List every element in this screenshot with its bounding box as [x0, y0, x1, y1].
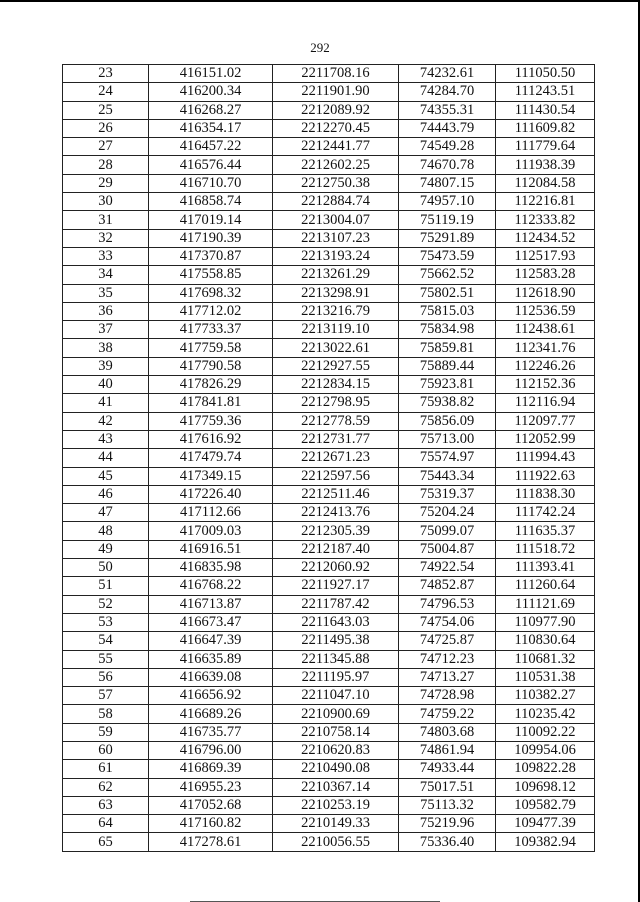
cell-coord-d: 110830.64	[496, 632, 595, 650]
cell-coord-a: 417278.61	[149, 833, 273, 851]
cell-coord-b: 2212305.39	[273, 522, 399, 540]
cell-point-number: 27	[63, 138, 149, 156]
cell-coord-c: 74803.68	[399, 723, 496, 741]
cell-coord-b: 2210620.83	[273, 741, 399, 759]
cell-point-number: 54	[63, 632, 149, 650]
table-row	[63, 83, 595, 101]
cell-coord-d: 112333.82	[496, 211, 595, 229]
table-row	[63, 467, 595, 485]
cell-coord-a: 417733.37	[149, 321, 273, 339]
cell-coord-a: 417226.40	[149, 485, 273, 503]
cell-coord-c: 74712.23	[399, 650, 496, 668]
cell-coord-b: 2212441.77	[273, 138, 399, 156]
table-row	[63, 174, 595, 192]
cell-point-number: 37	[63, 321, 149, 339]
cell-coord-c: 75291.89	[399, 229, 496, 247]
cell-coord-d: 111430.54	[496, 101, 595, 119]
cell-point-number: 46	[63, 485, 149, 503]
cell-coord-b: 2211708.16	[273, 65, 399, 83]
cell-coord-d: 112618.90	[496, 284, 595, 302]
cell-point-number: 60	[63, 741, 149, 759]
cell-coord-c: 74957.10	[399, 193, 496, 211]
table-row	[63, 632, 595, 650]
cell-coord-c: 75004.87	[399, 540, 496, 558]
cell-coord-b: 2212927.55	[273, 357, 399, 375]
table-row	[63, 376, 595, 394]
cell-point-number: 53	[63, 613, 149, 631]
table-row	[63, 705, 595, 723]
cell-coord-d: 109582.79	[496, 796, 595, 814]
cell-coord-b: 2211643.03	[273, 613, 399, 631]
cell-coord-b: 2212060.92	[273, 559, 399, 577]
cell-point-number: 52	[63, 595, 149, 613]
table-row	[63, 833, 595, 851]
cell-coord-d: 112116.94	[496, 394, 595, 412]
cell-coord-a: 417841.81	[149, 394, 273, 412]
cell-coord-d: 111779.64	[496, 138, 595, 156]
cell-coord-d: 109382.94	[496, 833, 595, 851]
cell-coord-c: 74443.79	[399, 119, 496, 137]
cell-coord-b: 2212413.76	[273, 504, 399, 522]
cell-point-number: 58	[63, 705, 149, 723]
cell-coord-b: 2210900.69	[273, 705, 399, 723]
cell-coord-c: 75574.97	[399, 449, 496, 467]
cell-coord-a: 417160.82	[149, 815, 273, 833]
cell-coord-d: 111260.64	[496, 577, 595, 595]
cell-coord-a: 416647.39	[149, 632, 273, 650]
cell-coord-c: 75662.52	[399, 266, 496, 284]
table-row	[63, 650, 595, 668]
cell-point-number: 36	[63, 302, 149, 320]
cell-coord-b: 2210056.55	[273, 833, 399, 851]
cell-coord-b: 2212778.59	[273, 412, 399, 430]
table-row	[63, 412, 595, 430]
cell-coord-c: 74549.28	[399, 138, 496, 156]
cell-coord-c: 75336.40	[399, 833, 496, 851]
cell-coord-d: 110382.27	[496, 687, 595, 705]
cell-coord-c: 75815.03	[399, 302, 496, 320]
cell-coord-d: 112583.28	[496, 266, 595, 284]
cell-point-number: 62	[63, 778, 149, 796]
cell-coord-b: 2210149.33	[273, 815, 399, 833]
cell-coord-b: 2213216.79	[273, 302, 399, 320]
table-row	[63, 613, 595, 631]
cell-coord-b: 2212731.77	[273, 430, 399, 448]
cell-coord-a: 416796.00	[149, 741, 273, 759]
cell-coord-a: 417190.39	[149, 229, 273, 247]
coordinates-table-body	[63, 65, 595, 852]
cell-coord-d: 111609.82	[496, 119, 595, 137]
cell-coord-b: 2211495.38	[273, 632, 399, 650]
table-row	[63, 302, 595, 320]
cell-coord-a: 416354.17	[149, 119, 273, 137]
cell-coord-a: 416639.08	[149, 668, 273, 686]
cell-coord-c: 74861.94	[399, 741, 496, 759]
table-row	[63, 357, 595, 375]
cell-coord-a: 417790.58	[149, 357, 273, 375]
cell-coord-c: 75319.37	[399, 485, 496, 503]
cell-point-number: 63	[63, 796, 149, 814]
cell-coord-b: 2213298.91	[273, 284, 399, 302]
cell-coord-a: 417019.14	[149, 211, 273, 229]
cell-coord-c: 74759.22	[399, 705, 496, 723]
table-row	[63, 540, 595, 558]
cell-coord-a: 417712.02	[149, 302, 273, 320]
cell-coord-a: 417558.85	[149, 266, 273, 284]
cell-coord-a: 417349.15	[149, 467, 273, 485]
cell-coord-a: 416457.22	[149, 138, 273, 156]
cell-coord-a: 416635.89	[149, 650, 273, 668]
cell-coord-a: 416835.98	[149, 559, 273, 577]
table-row	[63, 595, 595, 613]
cell-point-number: 64	[63, 815, 149, 833]
cell-coord-b: 2210253.19	[273, 796, 399, 814]
cell-coord-d: 112152.36	[496, 376, 595, 394]
cell-coord-a: 416151.02	[149, 65, 273, 83]
cell-coord-b: 2212187.40	[273, 540, 399, 558]
cell-coord-d: 110681.32	[496, 650, 595, 668]
cell-coord-c: 74852.87	[399, 577, 496, 595]
cell-coord-d: 112438.61	[496, 321, 595, 339]
cell-coord-c: 75938.82	[399, 394, 496, 412]
table-row	[63, 247, 595, 265]
cell-point-number: 65	[63, 833, 149, 851]
cell-point-number: 44	[63, 449, 149, 467]
cell-point-number: 29	[63, 174, 149, 192]
cell-coord-a: 416656.92	[149, 687, 273, 705]
table-row	[63, 796, 595, 814]
cell-coord-a: 416735.77	[149, 723, 273, 741]
cell-coord-d: 112084.58	[496, 174, 595, 192]
cell-coord-c: 74728.98	[399, 687, 496, 705]
cell-point-number: 45	[63, 467, 149, 485]
cell-point-number: 28	[63, 156, 149, 174]
cell-point-number: 49	[63, 540, 149, 558]
cell-coord-c: 75113.32	[399, 796, 496, 814]
cell-coord-b: 2212884.74	[273, 193, 399, 211]
cell-point-number: 24	[63, 83, 149, 101]
cell-coord-c: 74754.06	[399, 613, 496, 631]
page-number: 292	[310, 40, 330, 55]
cell-coord-b: 2213261.29	[273, 266, 399, 284]
cell-coord-c: 75923.81	[399, 376, 496, 394]
cell-coord-c: 74232.61	[399, 65, 496, 83]
cell-coord-d: 109954.06	[496, 741, 595, 759]
cell-coord-c: 75443.34	[399, 467, 496, 485]
scan-edge-top	[0, 0, 640, 2]
cell-coord-a: 416673.47	[149, 613, 273, 631]
cell-coord-d: 112216.81	[496, 193, 595, 211]
cell-coord-a: 417112.66	[149, 504, 273, 522]
cell-point-number: 39	[63, 357, 149, 375]
cell-coord-a: 416955.23	[149, 778, 273, 796]
cell-coord-d: 112097.77	[496, 412, 595, 430]
cell-coord-c: 74355.31	[399, 101, 496, 119]
table-row	[63, 760, 595, 778]
table-row	[63, 284, 595, 302]
cell-coord-b: 2213193.24	[273, 247, 399, 265]
cell-coord-c: 74284.70	[399, 83, 496, 101]
table-row	[63, 687, 595, 705]
cell-coord-b: 2212597.56	[273, 467, 399, 485]
table-row	[63, 339, 595, 357]
cell-coord-d: 111518.72	[496, 540, 595, 558]
cell-coord-d: 112434.52	[496, 229, 595, 247]
cell-coord-b: 2212750.38	[273, 174, 399, 192]
cell-coord-c: 74670.78	[399, 156, 496, 174]
cell-coord-d: 110977.90	[496, 613, 595, 631]
cell-coord-b: 2213107.23	[273, 229, 399, 247]
cell-coord-a: 417826.29	[149, 376, 273, 394]
cell-coord-d: 110235.42	[496, 705, 595, 723]
cell-coord-a: 416200.34	[149, 83, 273, 101]
cell-coord-a: 416916.51	[149, 540, 273, 558]
cell-coord-b: 2211195.97	[273, 668, 399, 686]
cell-coord-d: 110531.38	[496, 668, 595, 686]
cell-coord-d: 112517.93	[496, 247, 595, 265]
cell-coord-b: 2213119.10	[273, 321, 399, 339]
table-row	[63, 723, 595, 741]
cell-coord-d: 109477.39	[496, 815, 595, 833]
cell-coord-d: 112052.99	[496, 430, 595, 448]
table-row	[63, 577, 595, 595]
table-row	[63, 266, 595, 284]
cell-coord-d: 109822.28	[496, 760, 595, 778]
cell-coord-a: 416710.70	[149, 174, 273, 192]
cell-coord-b: 2211047.10	[273, 687, 399, 705]
cell-coord-a: 417759.36	[149, 412, 273, 430]
cell-coord-a: 416689.26	[149, 705, 273, 723]
cell-coord-b: 2212798.95	[273, 394, 399, 412]
cell-coord-a: 416576.44	[149, 156, 273, 174]
cell-coord-a: 417370.87	[149, 247, 273, 265]
cell-coord-c: 75204.24	[399, 504, 496, 522]
table-row	[63, 430, 595, 448]
table-row	[63, 101, 595, 119]
cell-coord-c: 74796.53	[399, 595, 496, 613]
cell-coord-b: 2211787.42	[273, 595, 399, 613]
cell-coord-a: 417052.68	[149, 796, 273, 814]
cell-coord-b: 2212834.15	[273, 376, 399, 394]
cell-point-number: 30	[63, 193, 149, 211]
cell-coord-c: 75119.19	[399, 211, 496, 229]
cell-point-number: 50	[63, 559, 149, 577]
cell-coord-c: 75473.59	[399, 247, 496, 265]
cell-coord-b: 2210758.14	[273, 723, 399, 741]
cell-point-number: 43	[63, 430, 149, 448]
table-row	[63, 668, 595, 686]
cell-point-number: 42	[63, 412, 149, 430]
cell-coord-b: 2212671.23	[273, 449, 399, 467]
table-row	[63, 394, 595, 412]
cell-point-number: 35	[63, 284, 149, 302]
cell-coord-b: 2212511.46	[273, 485, 399, 503]
cell-point-number: 23	[63, 65, 149, 83]
cell-coord-c: 75834.98	[399, 321, 496, 339]
table-row	[63, 504, 595, 522]
cell-coord-b: 2213004.07	[273, 211, 399, 229]
cell-coord-d: 111938.39	[496, 156, 595, 174]
table-row	[63, 778, 595, 796]
coordinates-table	[62, 64, 595, 852]
cell-coord-c: 75802.51	[399, 284, 496, 302]
cell-point-number: 51	[63, 577, 149, 595]
cell-coord-a: 416869.39	[149, 760, 273, 778]
cell-coord-b: 2212089.92	[273, 101, 399, 119]
table-row	[63, 229, 595, 247]
cell-point-number: 48	[63, 522, 149, 540]
cell-coord-d: 111994.43	[496, 449, 595, 467]
cell-coord-c: 75856.09	[399, 412, 496, 430]
cell-coord-b: 2211345.88	[273, 650, 399, 668]
table-row	[63, 119, 595, 137]
table-row	[63, 211, 595, 229]
table-row	[63, 321, 595, 339]
cell-coord-c: 74807.15	[399, 174, 496, 192]
cell-coord-d: 111050.50	[496, 65, 595, 83]
table-row	[63, 193, 595, 211]
cell-coord-c: 74713.27	[399, 668, 496, 686]
cell-coord-a: 416268.27	[149, 101, 273, 119]
cell-coord-d: 109698.12	[496, 778, 595, 796]
cell-coord-d: 112246.26	[496, 357, 595, 375]
cell-coord-a: 416768.22	[149, 577, 273, 595]
table-row	[63, 559, 595, 577]
table-row	[63, 815, 595, 833]
cell-coord-a: 417698.32	[149, 284, 273, 302]
cell-coord-b: 2210490.08	[273, 760, 399, 778]
cell-coord-d: 111922.63	[496, 467, 595, 485]
cell-coord-c: 75889.44	[399, 357, 496, 375]
cell-coord-b: 2212270.45	[273, 119, 399, 137]
cell-coord-d: 110092.22	[496, 723, 595, 741]
table-row	[63, 522, 595, 540]
table-row	[63, 65, 595, 83]
cell-coord-c: 74725.87	[399, 632, 496, 650]
cell-coord-a: 416858.74	[149, 193, 273, 211]
cell-coord-c: 75017.51	[399, 778, 496, 796]
table-row	[63, 138, 595, 156]
cell-point-number: 41	[63, 394, 149, 412]
cell-coord-d: 111121.69	[496, 595, 595, 613]
cell-coord-d: 111243.51	[496, 83, 595, 101]
cell-point-number: 26	[63, 119, 149, 137]
cell-point-number: 32	[63, 229, 149, 247]
cell-point-number: 47	[63, 504, 149, 522]
cell-point-number: 56	[63, 668, 149, 686]
cell-point-number: 59	[63, 723, 149, 741]
table-row	[63, 156, 595, 174]
cell-coord-b: 2210367.14	[273, 778, 399, 796]
cell-coord-d: 112341.76	[496, 339, 595, 357]
cell-coord-a: 416713.87	[149, 595, 273, 613]
cell-point-number: 25	[63, 101, 149, 119]
cell-coord-d: 111635.37	[496, 522, 595, 540]
cell-point-number: 31	[63, 211, 149, 229]
cell-point-number: 61	[63, 760, 149, 778]
cell-point-number: 55	[63, 650, 149, 668]
cell-coord-d: 111393.41	[496, 559, 595, 577]
cell-coord-b: 2211901.90	[273, 83, 399, 101]
table-row	[63, 485, 595, 503]
cell-coord-b: 2211927.17	[273, 577, 399, 595]
cell-point-number: 33	[63, 247, 149, 265]
cell-coord-c: 74922.54	[399, 559, 496, 577]
cell-coord-c: 75713.00	[399, 430, 496, 448]
cell-point-number: 40	[63, 376, 149, 394]
cell-coord-b: 2212602.25	[273, 156, 399, 174]
cell-point-number: 57	[63, 687, 149, 705]
cell-coord-d: 112536.59	[496, 302, 595, 320]
cell-coord-a: 417616.92	[149, 430, 273, 448]
cell-point-number: 34	[63, 266, 149, 284]
cell-coord-d: 111838.30	[496, 485, 595, 503]
cell-coord-c: 75099.07	[399, 522, 496, 540]
cell-coord-a: 417009.03	[149, 522, 273, 540]
cell-coord-c: 74933.44	[399, 760, 496, 778]
cell-coord-a: 417479.74	[149, 449, 273, 467]
cell-point-number: 38	[63, 339, 149, 357]
table-row	[63, 449, 595, 467]
cell-coord-b: 2213022.61	[273, 339, 399, 357]
cell-coord-c: 75219.96	[399, 815, 496, 833]
table-row	[63, 741, 595, 759]
cell-coord-c: 75859.81	[399, 339, 496, 357]
cell-coord-d: 111742.24	[496, 504, 595, 522]
cell-coord-a: 417759.58	[149, 339, 273, 357]
